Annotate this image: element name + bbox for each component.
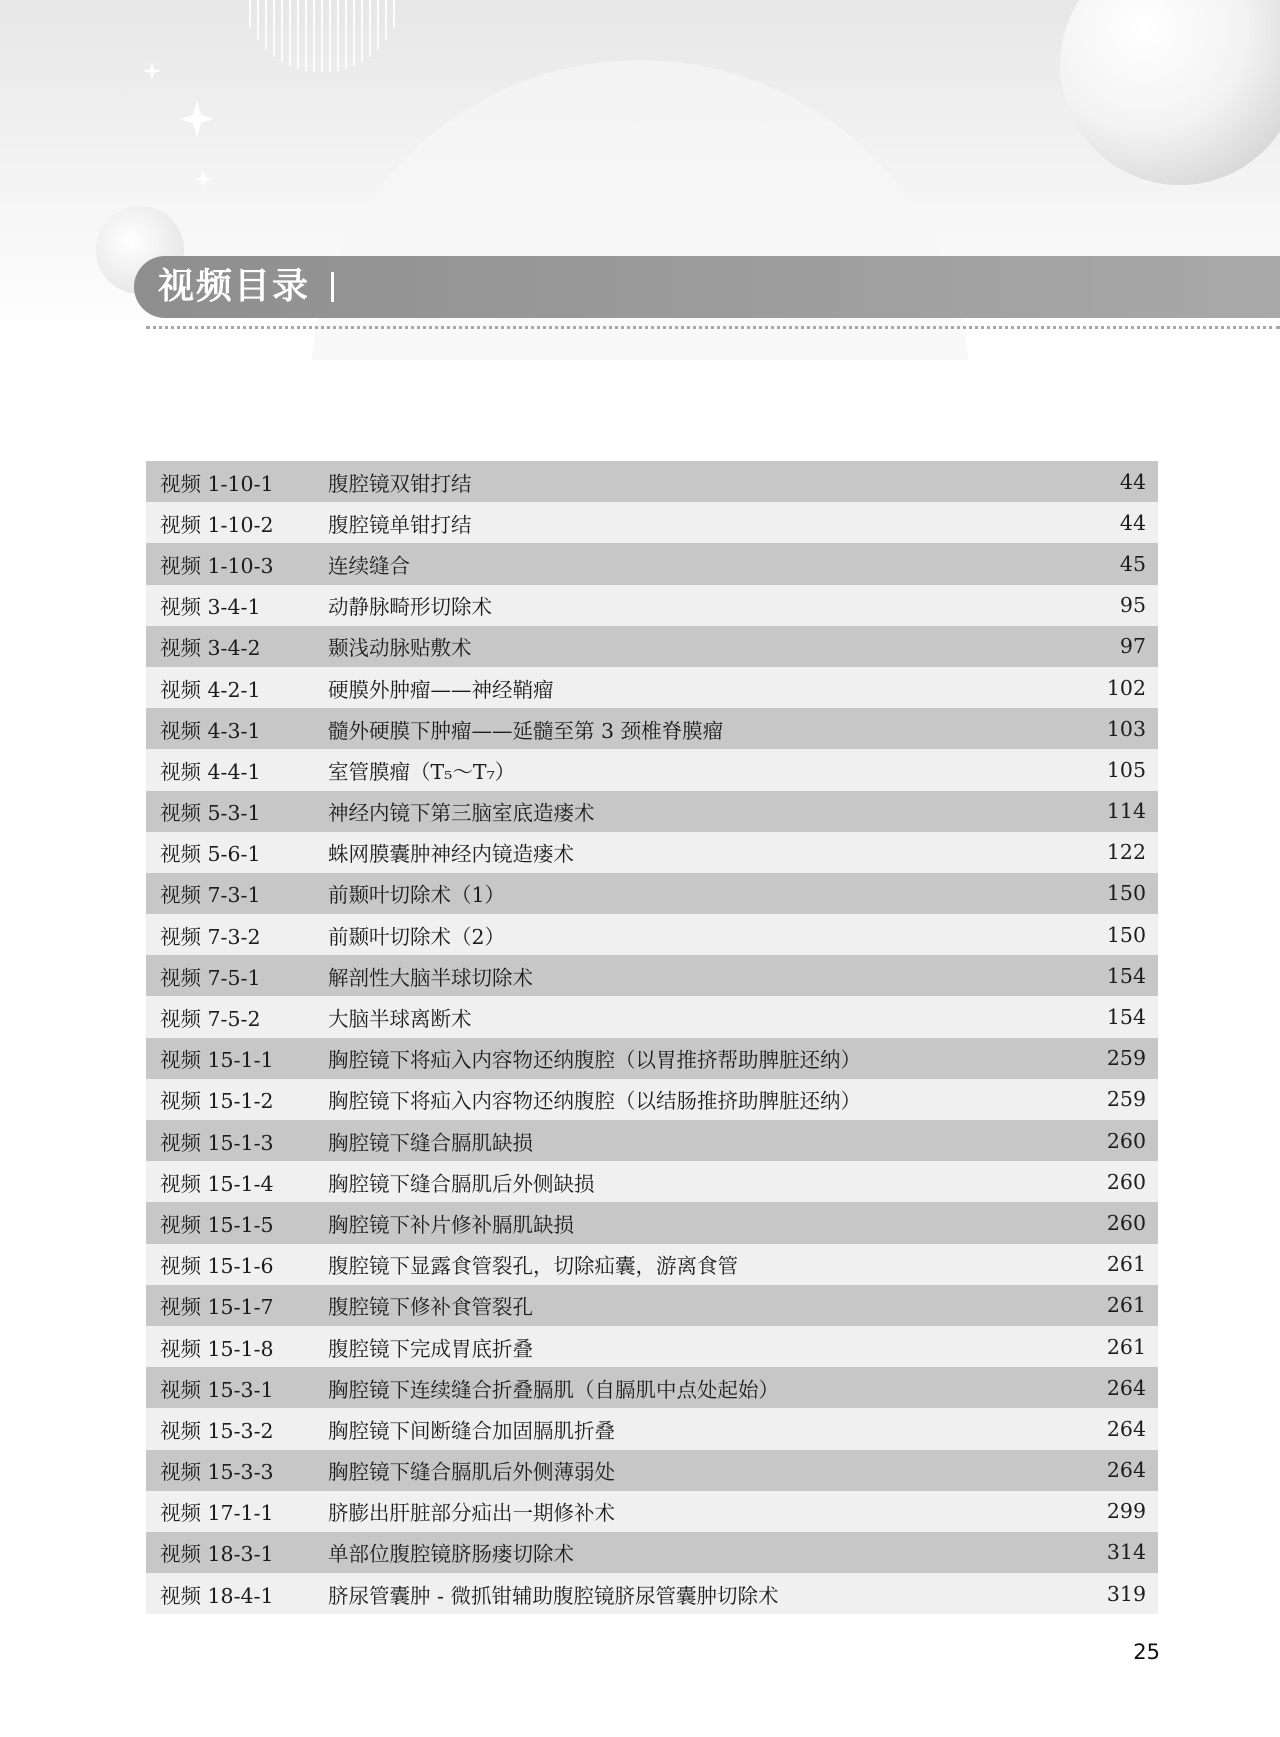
video-id: 视频 15-1-3 (160, 1130, 274, 1155)
page-ref: 154 (1106, 963, 1146, 988)
video-id: 视频 7-3-1 (160, 883, 261, 908)
video-title: 解剖性大脑半球切除术 (328, 965, 533, 990)
toc-row[interactable] (146, 1038, 1158, 1079)
toc-row[interactable] (146, 832, 1158, 873)
toc-row[interactable] (146, 1450, 1158, 1491)
video-title: 单部位腹腔镜脐肠瘘切除术 (328, 1542, 574, 1567)
page-ref: 261 (1106, 1252, 1146, 1277)
video-title: 腹腔镜单钳打结 (328, 512, 472, 537)
video-id: 视频 15-1-8 (160, 1336, 274, 1361)
video-id: 视频 3-4-1 (160, 595, 261, 620)
toc-row[interactable] (146, 543, 1158, 584)
toc-row[interactable] (146, 1367, 1158, 1408)
page-ref: 259 (1106, 1087, 1146, 1112)
page-ref: 122 (1106, 840, 1146, 865)
video-title: 胸腔镜下连续缝合折叠膈肌（自膈肌中点处起始） (328, 1377, 779, 1402)
video-title: 胸腔镜下补片修补膈肌缺损 (328, 1212, 574, 1237)
video-title: 腹腔镜下显露食管裂孔，切除疝囊，游离食管 (328, 1254, 738, 1279)
video-title: 胸腔镜下将疝入内容物还纳腹腔（以结肠推挤助脾脏还纳） (328, 1089, 861, 1114)
video-title: 胸腔镜下缝合膈肌后外侧薄弱处 (328, 1460, 615, 1485)
toc-row[interactable] (146, 585, 1158, 626)
video-id: 视频 4-4-1 (160, 759, 261, 784)
video-title: 颞浅动脉贴敷术 (328, 636, 472, 661)
page-ref: 259 (1106, 1046, 1146, 1071)
page-ref: 105 (1106, 757, 1146, 782)
video-id: 视频 15-1-1 (160, 1048, 274, 1073)
video-title: 胸腔镜下间断缝合加固膈肌折叠 (328, 1418, 615, 1443)
video-title: 蛛网膜囊肿神经内镜造瘘术 (328, 842, 574, 867)
page-ref: 150 (1106, 922, 1146, 947)
video-title: 腹腔镜下完成胃底折叠 (328, 1336, 533, 1361)
video-title: 脐尿管囊肿 - 微抓钳辅助腹腔镜脐尿管囊肿切除术 (328, 1583, 779, 1608)
video-title: 大脑半球离断术 (328, 1007, 472, 1032)
video-id: 视频 15-1-5 (160, 1212, 274, 1237)
page-ref: 260 (1106, 1210, 1146, 1235)
toc-row[interactable] (146, 1244, 1158, 1285)
page-number: 25 (1133, 1640, 1160, 1664)
video-title: 髓外硬膜下肿瘤——延髓至第 3 颈椎脊膜瘤 (328, 718, 724, 743)
toc-row[interactable] (146, 667, 1158, 708)
toc-row[interactable] (146, 1532, 1158, 1573)
toc-row[interactable] (146, 461, 1158, 502)
toc-row[interactable] (146, 1079, 1158, 1120)
section-title-bar (134, 256, 1280, 318)
video-title: 前颞叶切除术（2） (328, 924, 506, 949)
video-id: 视频 7-3-2 (160, 924, 261, 949)
page-ref: 102 (1106, 675, 1146, 700)
page-ref: 260 (1106, 1128, 1146, 1153)
page-ref: 314 (1106, 1540, 1146, 1565)
video-id: 视频 18-4-1 (160, 1583, 274, 1608)
video-title: 连续缝合 (328, 553, 410, 578)
video-id: 视频 15-3-1 (160, 1377, 274, 1402)
dotted-divider (146, 326, 1280, 329)
video-id: 视频 15-3-3 (160, 1460, 274, 1485)
video-id: 视频 15-1-6 (160, 1254, 274, 1279)
toc-row[interactable] (146, 914, 1158, 955)
video-title: 动静脉畸形切除术 (328, 595, 492, 620)
video-id: 视频 3-4-2 (160, 636, 261, 661)
video-title: 神经内镜下第三脑室底造瘘术 (328, 801, 595, 826)
video-title: 硬膜外肿瘤——神经鞘瘤 (328, 677, 554, 702)
page-ref: 260 (1106, 1169, 1146, 1194)
toc-row[interactable] (146, 1326, 1158, 1367)
toc-row[interactable] (146, 1285, 1158, 1326)
page-ref: 150 (1106, 881, 1146, 906)
page-ref: 264 (1106, 1416, 1146, 1441)
toc-row[interactable] (146, 708, 1158, 749)
page-ref: 264 (1106, 1375, 1146, 1400)
toc-row[interactable] (146, 1573, 1158, 1614)
page-ref: 319 (1106, 1581, 1146, 1606)
page-ref: 44 (1119, 510, 1146, 535)
page-ref: 44 (1119, 469, 1146, 494)
video-id: 视频 17-1-1 (160, 1501, 274, 1526)
toc-row[interactable] (146, 626, 1158, 667)
video-id: 视频 1-10-2 (160, 512, 274, 537)
toc-row[interactable] (146, 1491, 1158, 1532)
video-title: 前颞叶切除术（1） (328, 883, 506, 908)
toc-row[interactable] (146, 1161, 1158, 1202)
video-title: 胸腔镜下缝合膈肌后外侧缺损 (328, 1171, 595, 1196)
toc-row[interactable] (146, 996, 1158, 1037)
page-ref: 97 (1119, 634, 1146, 659)
toc-row[interactable] (146, 749, 1158, 790)
title-divider (331, 272, 334, 302)
toc-row[interactable] (146, 502, 1158, 543)
video-title: 腹腔镜下修补食管裂孔 (328, 1295, 533, 1320)
page-ref: 114 (1106, 799, 1146, 824)
video-id: 视频 7-5-2 (160, 1007, 261, 1032)
page-ref: 261 (1106, 1334, 1146, 1359)
video-id: 视频 5-6-1 (160, 842, 261, 867)
page-ref: 261 (1106, 1293, 1146, 1318)
toc-row[interactable] (146, 873, 1158, 914)
video-id: 视频 15-1-7 (160, 1295, 274, 1320)
page-ref: 264 (1106, 1458, 1146, 1483)
video-toc-list (146, 461, 1158, 1614)
video-id: 视频 4-3-1 (160, 718, 261, 743)
page-title: 视频目录 (158, 266, 311, 307)
toc-row[interactable] (146, 791, 1158, 832)
video-id: 视频 5-3-1 (160, 801, 261, 826)
video-id: 视频 4-2-1 (160, 677, 261, 702)
video-id: 视频 15-1-2 (160, 1089, 274, 1114)
video-id: 视频 18-3-1 (160, 1542, 274, 1567)
video-title: 室管膜瘤（T₅～T₇） (328, 759, 516, 784)
page-ref: 103 (1106, 716, 1146, 741)
toc-row[interactable] (146, 1120, 1158, 1161)
video-title: 脐膨出肝脏部分疝出一期修补术 (328, 1501, 615, 1526)
page-ref: 45 (1119, 551, 1146, 576)
video-id: 视频 7-5-1 (160, 965, 261, 990)
toc-row[interactable] (146, 1202, 1158, 1243)
video-title: 胸腔镜下将疝入内容物还纳腹腔（以胃推挤帮助脾脏还纳） (328, 1048, 861, 1073)
toc-row[interactable] (146, 1408, 1158, 1449)
video-id: 视频 15-3-2 (160, 1418, 274, 1443)
video-id: 视频 15-1-4 (160, 1171, 274, 1196)
page-ref: 154 (1106, 1005, 1146, 1030)
video-id: 视频 1-10-3 (160, 553, 274, 578)
toc-row[interactable] (146, 955, 1158, 996)
page-ref: 299 (1106, 1499, 1146, 1524)
video-id: 视频 1-10-1 (160, 471, 274, 496)
video-title: 腹腔镜双钳打结 (328, 471, 472, 496)
video-title: 胸腔镜下缝合膈肌缺损 (328, 1130, 533, 1155)
page-ref: 95 (1119, 593, 1146, 618)
